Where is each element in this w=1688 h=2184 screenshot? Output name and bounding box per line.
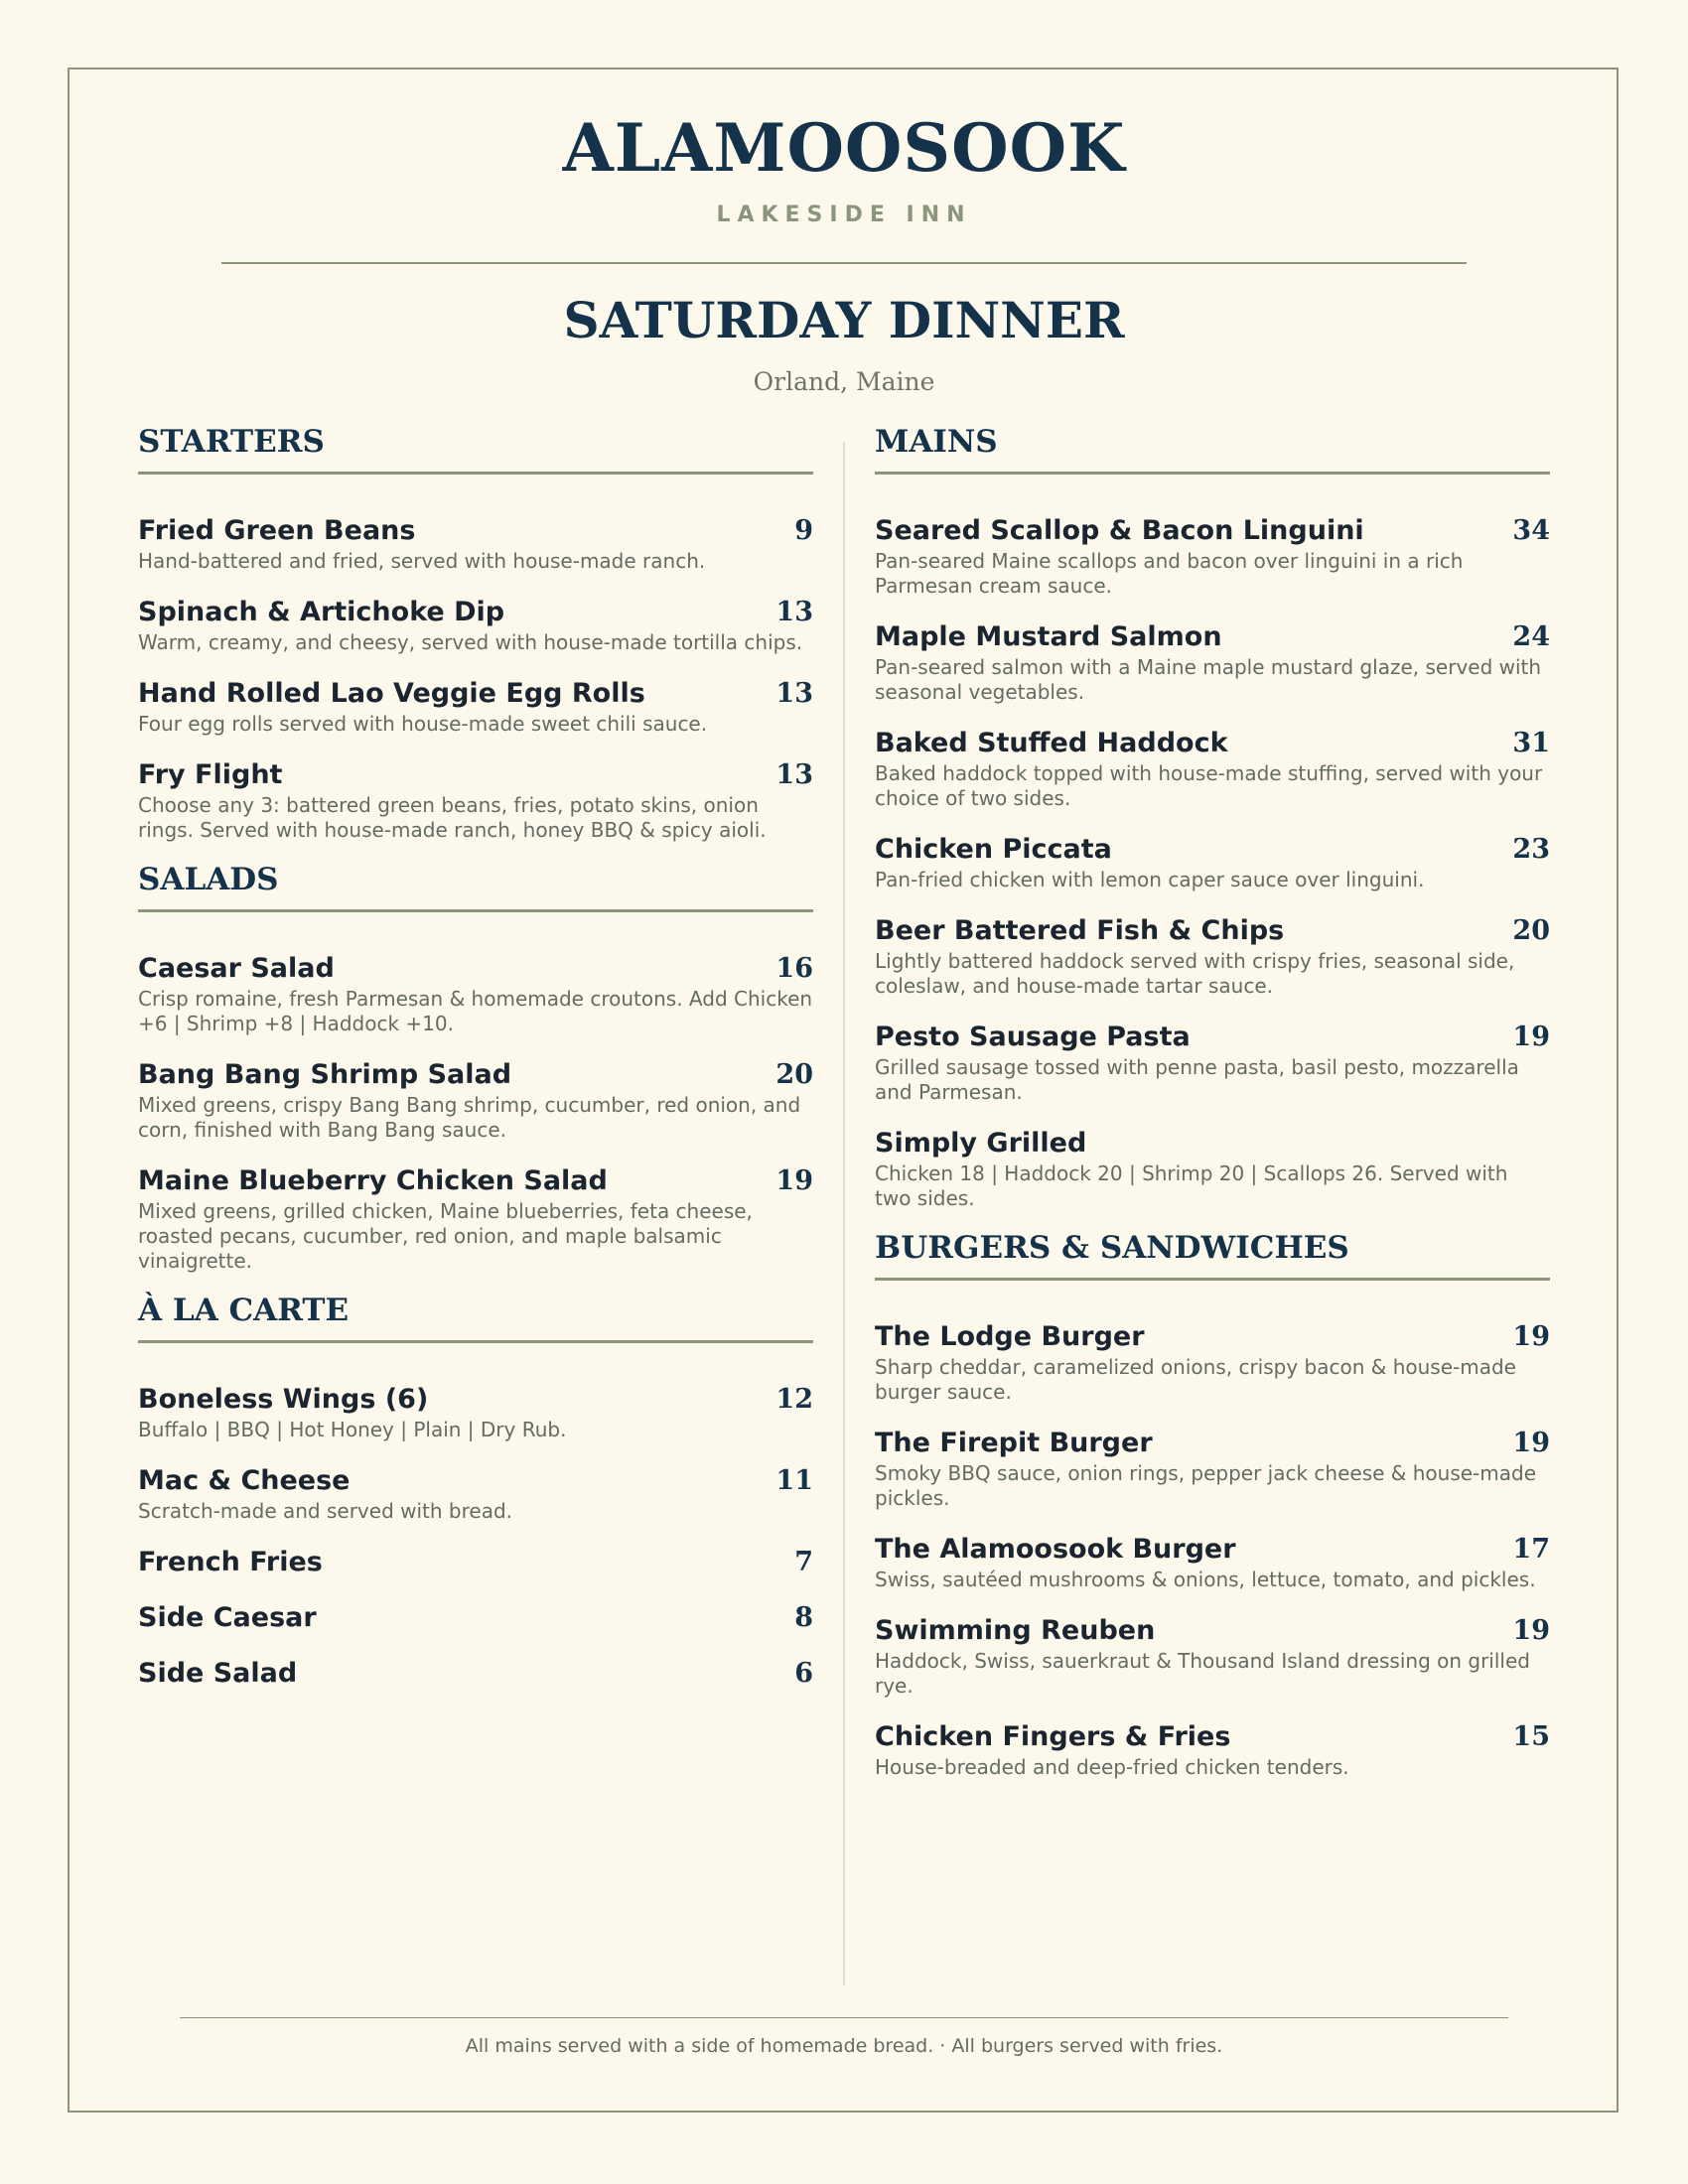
menu-item-description: Choose any 3: battered green beans, fries, potato skins, onion rings. Served with house-made ranch, honey BBQ & spicy aioli. [138,793,767,842]
menu-item-header [875,833,1550,867]
section-mains [875,424,1550,1211]
menu-item-name: The Firepit Burger [875,1428,1153,1458]
menu-item-header [875,1320,1550,1354]
menu-item-header [138,596,813,629]
menu-item-header [875,620,1550,654]
menu-item-name: Hand Rolled Lao Veggie Egg Rolls [138,678,645,709]
column-divider [843,442,845,1985]
menu-item-price: 17 [1512,1534,1550,1565]
right-column [875,424,1550,1802]
menu-item-price: 20 [1512,915,1550,946]
menu-item-price: 6 [794,1658,813,1689]
section-a-la-carte [138,1293,813,1691]
menu-item-chicken-piccata [875,833,1550,892]
menu-item-name: Caesar Salad [138,953,335,984]
brand-tagline: LAKESIDE INN [716,203,972,227]
menu-item-price: 8 [794,1602,813,1633]
menu-item-description: Smoky BBQ sauce, onion rings, pepper jack cheese & house-made pickles. [875,1461,1537,1510]
menu-item-price: 31 [1512,728,1550,758]
section-title: À LA CARTE [138,1296,813,1343]
menu-item-side-salad [138,1657,813,1691]
footer-note: All mains served with a side of homemade bread. · All burgers served with fries. [465,2035,1223,2057]
section-burgers-and-sandwiches [875,1230,1550,1780]
menu-item-simply-grilled [875,1127,1550,1211]
menu-item-chicken-fingers-and-fries [875,1720,1550,1780]
menu-item-description: Mixed greens, grilled chicken, Maine blueberries, feta cheese, roasted pecans, cucumber, red onion, and maple balsamic vinaigrette. [138,1199,753,1273]
menu-item-description: Swiss, sautéed mushrooms & onions, lettuce, tomato, and pickles. [875,1568,1536,1591]
menu-item-name: Fried Green Beans [138,515,416,546]
menu-item-price: 11 [775,1465,813,1496]
menu-item-name: Maple Mustard Salmon [875,621,1222,652]
menu-item-description: Hand-battered and fried, served with house-made ranch. [138,549,706,573]
menu-item-description: Pan-seared salmon with a Maine maple mustard glaze, served with seasonal vegetables. [875,655,1542,704]
menu-item-maple-mustard-salmon [875,620,1550,705]
menu-item-the-firepit-burger [875,1427,1550,1511]
menu-item-baked-stuffed-haddock [875,727,1550,811]
menu-item-name: The Lodge Burger [875,1321,1145,1352]
menu-item-price: 16 [775,953,813,984]
menu-item-name: Maine Blueberry Chicken Salad [138,1165,608,1196]
left-column [138,424,813,1712]
menu-item-the-lodge-burger [875,1320,1550,1405]
menu-item-swimming-reuben [875,1614,1550,1699]
menu-item-the-alamoosook-burger [875,1533,1550,1592]
menu-item-name: Simply Grilled [875,1128,1087,1159]
menu-item-price: 19 [1512,1022,1550,1052]
menu-item-name: Bang Bang Shrimp Salad [138,1059,512,1090]
menu-item-header [138,1164,813,1198]
menu-item-description: Mixed greens, crispy Bang Bang shrimp, cucumber, red onion, and corn, finished with Bang Bang sauce. [138,1093,801,1142]
menu-item-header [875,1533,1550,1567]
menu-item-header [138,677,813,711]
menu-item-price: 19 [1512,1321,1550,1352]
menu-item-pesto-sausage-pasta [875,1021,1550,1105]
menu-item-header [875,727,1550,760]
footer-divider [180,2017,1508,2018]
menu-item-description: Warm, creamy, and cheesy, served with house-made tortilla chips. [138,630,803,654]
menu-item-header [138,514,813,548]
menu-item-description: Grilled sausage tossed with penne pasta, basil pesto, mozzarella and Parmesan. [875,1055,1519,1104]
menu-item-price: 20 [775,1059,813,1090]
menu-item-description: Pan-fried chicken with lemon caper sauce over linguini. [875,868,1425,891]
menu-item-header [875,514,1550,548]
menu-item-name: Boneless Wings (6) [138,1384,429,1415]
menu-item-header [138,1383,813,1417]
menu-item-name: The Alamoosook Burger [875,1534,1236,1565]
menu-item-name: Chicken Piccata [875,834,1112,865]
menu-item-side-caesar [138,1601,813,1635]
menu-item-price: 15 [1512,1721,1550,1752]
menu-item-fry-flight [138,758,813,843]
menu-item-boneless-wings-6 [138,1383,813,1442]
menu-item-name: Pesto Sausage Pasta [875,1022,1191,1052]
section-salads [138,862,813,1274]
menu-item-bang-bang-shrimp-salad [138,1058,813,1143]
menu-item-description: Chicken 18 | Haddock 20 | Shrimp 20 | Scallops 26. Served with two sides. [875,1161,1508,1210]
menu-item-price: 19 [1512,1428,1550,1458]
menu-item-header [138,1464,813,1498]
menu-item-header [875,1720,1550,1754]
menu-item-spinach-and-artichoke-dip [138,596,813,655]
menu-item-beer-battered-fish-and-chips [875,914,1550,999]
menu-item-description: Crisp romaine, fresh Parmesan & homemade croutons. Add Chicken +6 | Shrimp +8 | Haddock +10. [138,987,813,1035]
menu-item-mac-and-cheese [138,1464,813,1524]
menu-item-description: Lightly battered haddock served with crispy fries, seasonal side, coleslaw, and house-made tartar sauce. [875,949,1515,998]
menu-item-header [138,952,813,986]
menu-item-seared-scallop-and-bacon-linguini [875,514,1550,599]
menu-item-price: 12 [775,1384,813,1415]
menu-location: Orland, Maine [753,367,935,396]
section-starters [138,424,813,843]
menu-item-name: Fry Flight [138,759,283,790]
menu-item-name: Beer Battered Fish & Chips [875,915,1285,946]
menu-item-header [875,1427,1550,1460]
menu-item-name: Mac & Cheese [138,1465,351,1496]
menu-item-name: Chicken Fingers & Fries [875,1721,1231,1752]
menu-item-header [875,1021,1550,1054]
menu-item-name: Side Salad [138,1658,298,1689]
menu-item-header [138,1601,813,1635]
menu-item-name: Seared Scallop & Bacon Linguini [875,515,1364,546]
menu-item-name: Baked Stuffed Haddock [875,728,1228,758]
menu-item-fried-green-beans [138,514,813,574]
menu-item-name: French Fries [138,1547,323,1577]
section-title: STARTERS [138,427,813,475]
menu-item-maine-blueberry-chicken-salad [138,1164,813,1274]
menu-item-name: Swimming Reuben [875,1615,1156,1646]
menu-item-price: 24 [1512,621,1550,652]
menu-item-price: 19 [775,1165,813,1196]
menu-item-caesar-salad [138,952,813,1036]
section-title: SALADS [138,865,813,912]
menu-item-hand-rolled-lao-veggie-egg-rolls [138,677,813,737]
menu-title: SATURDAY DINNER [563,291,1125,349]
menu-item-header [138,1058,813,1092]
brand-name: ALAMOOSOOK [562,109,1126,187]
menu-item-header [875,1127,1550,1160]
section-title: MAINS [875,427,1550,475]
menu-item-price: 23 [1512,834,1550,865]
menu-item-price: 13 [775,597,813,627]
menu-item-price: 34 [1512,515,1550,546]
menu-item-description: Baked haddock topped with house-made stuffing, served with your choice of two sides. [875,761,1543,810]
menu-item-description: Sharp cheddar, caramelized onions, crispy bacon & house-made burger sauce. [875,1355,1516,1404]
menu-item-description: Scratch-made and served with bread. [138,1499,513,1523]
menu-item-header [138,758,813,792]
menu-item-french-fries [138,1546,813,1579]
menu-item-price: 19 [1512,1615,1550,1646]
menu-item-header [138,1657,813,1691]
menu-item-header [875,1614,1550,1648]
menu-item-price: 7 [794,1547,813,1577]
menu-item-description: Buffalo | BBQ | Hot Honey | Plain | Dry Rub. [138,1418,567,1441]
menu-item-price: 13 [775,678,813,709]
menu-item-description: Haddock, Swiss, sauerkraut & Thousand Island dressing on grilled rye. [875,1649,1530,1698]
menu-item-description: Four egg rolls served with house-made sweet chili sauce. [138,712,708,736]
menu-item-name: Spinach & Artichoke Dip [138,597,505,627]
menu-item-description: Pan-seared Maine scallops and bacon over linguini in a rich Parmesan cream sauce. [875,549,1464,598]
menu-item-price: 13 [775,759,813,790]
menu-item-price: 9 [794,515,813,546]
menu-item-header [875,914,1550,948]
menu-item-header [138,1546,813,1579]
menu-item-description: House-breaded and deep-fried chicken tenders. [875,1755,1349,1779]
section-title: BURGERS & SANDWICHES [875,1233,1550,1281]
menu-item-name: Side Caesar [138,1602,317,1633]
header-divider [221,262,1467,264]
